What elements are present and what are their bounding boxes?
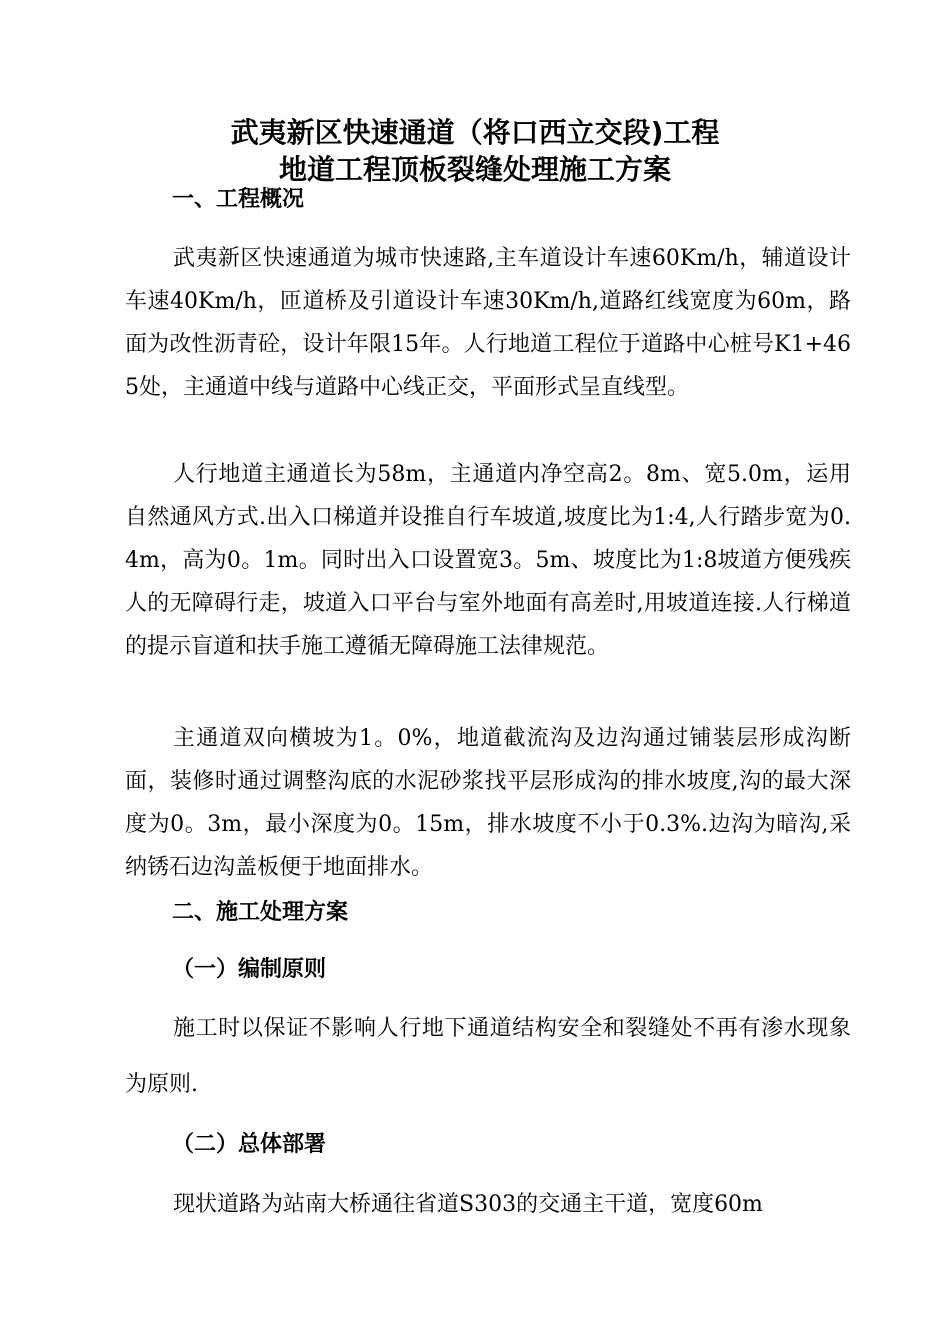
document-title-line1: 武夷新区快速通道（将口西立交段)工程 bbox=[230, 116, 720, 149]
paragraph-overview-1: 武夷新区快速通道为城市快速路,主车道设计车速60Km/h，辅道设计车速40Km/h，匝道桥及引道设计车速30Km/h,道路红线宽度为60m，路面为改性沥青砼，设计年限15年。人行地道工程位于道路中心桩号K1+465处，主通道中线与道路中心线正交，平面形式呈直线型。 bbox=[125, 246, 851, 400]
paragraph-overview-3: 主通道双向横坡为1。0%，地道截流沟及边沟通过铺装层形成沟断面，装修时通过调整沟底的水泥砂浆找平层形成沟的排水坡度,沟的最大深度为0。3m，最小深度为0。15m，排水坡度不小于0.3%.边沟为暗沟,采纳锈石边沟盖板便于地面排水。 bbox=[125, 726, 851, 880]
subsection-heading-deployment: （二）总体部署 bbox=[172, 1132, 327, 1157]
document-title-line2: 地道工程顶板裂缝处理施工方案 bbox=[278, 153, 671, 186]
subsection-heading-principles: （一）编制原则 bbox=[172, 957, 327, 982]
paragraph-principles: 施工时以保证不影响人行地下通道结构安全和裂缝处不再有渗水现象为原则. bbox=[125, 1016, 851, 1097]
paragraph-overview-2: 人行地道主通道长为58m，主通道内净空高2。8m、宽5.0m，运用自然通风方式.出入口梯道并设推自行车坡道,坡度比为1:4,人行踏步宽为0.4m，高为0。1m。同时出入口设置宽3。5m、坡度比为1:8坡道方便残疾人的无障碍行走，坡道入口平台与室外地面有高差时,用坡道连接.人行梯道的提示盲道和扶手施工遵循无障碍施工法律规范。 bbox=[125, 462, 851, 659]
section-heading-plan: 二、施工处理方案 bbox=[172, 900, 349, 925]
section-heading-overview: 一、工程概况 bbox=[172, 187, 305, 212]
paragraph-deployment: 现状道路为站南大桥通往省道S303的交通主干道，宽度60m bbox=[173, 1192, 763, 1217]
